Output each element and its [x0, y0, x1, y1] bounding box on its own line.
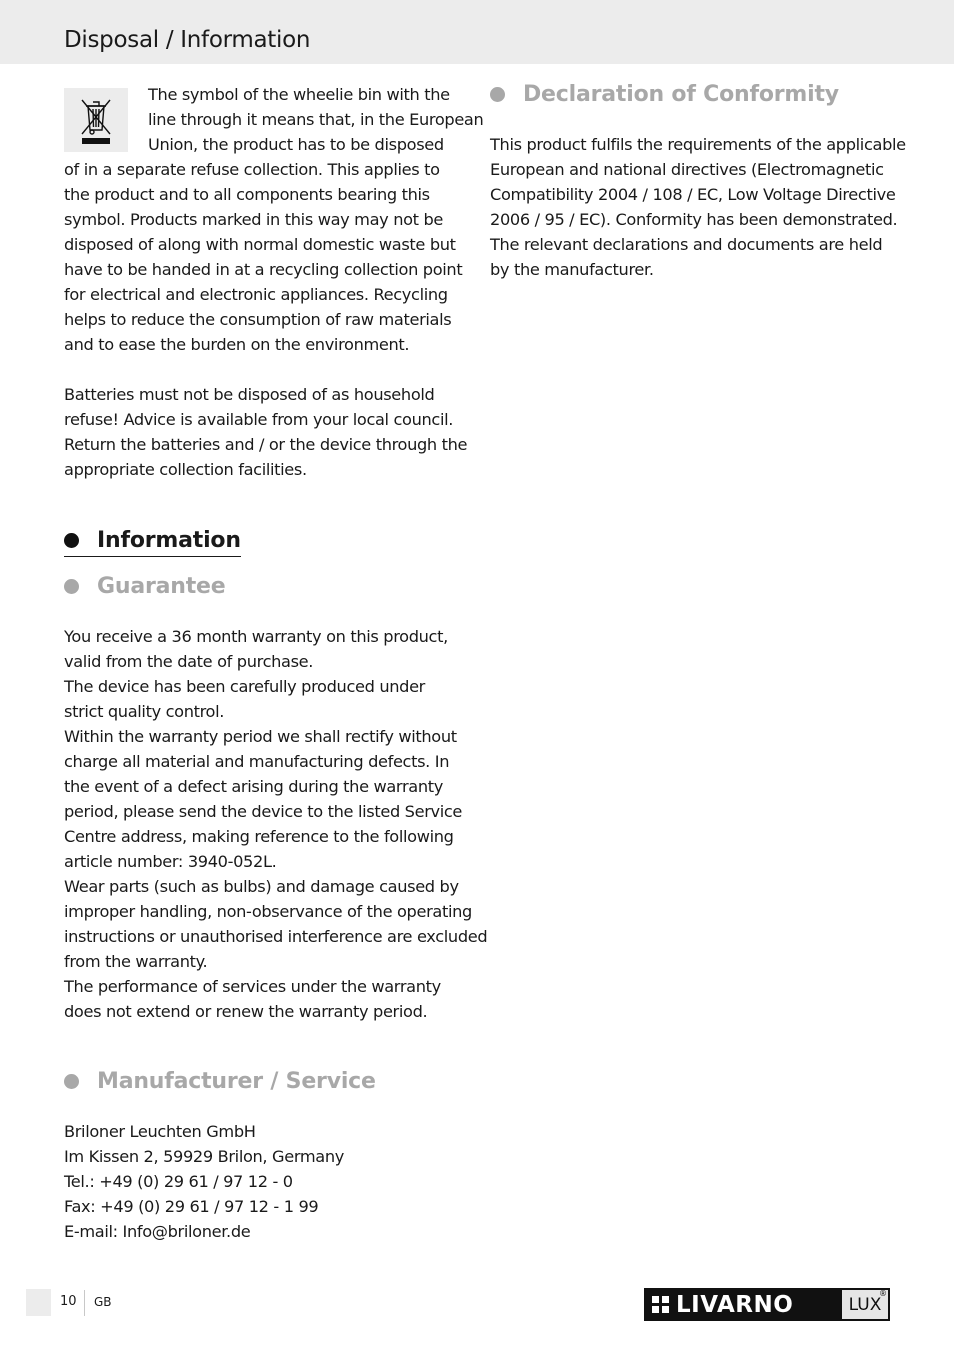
page-title: Disposal / Information	[64, 27, 311, 53]
brand-logo-main	[644, 1288, 840, 1321]
manufacturer-address	[64, 1119, 464, 1244]
fax: Fax: +49 (0) 29 61 / 97 12 - 1 99	[64, 1197, 319, 1216]
text-line: The device has been carefully produced under	[64, 677, 425, 696]
brand-mark-icon	[652, 1296, 669, 1313]
text-line: The symbol of the wheelie bin with the	[148, 85, 450, 104]
declaration-paragraph	[490, 132, 906, 282]
text-line: have to be handed in at a recycling collection point	[64, 260, 463, 279]
information-section	[64, 528, 488, 1244]
text-line: appropriate collection facilities.	[64, 460, 307, 479]
text-line: does not extend or renew the warranty period.	[64, 1002, 428, 1021]
disposal-section	[64, 82, 484, 482]
text-line: refuse! Advice is available from your local council.	[64, 410, 454, 429]
text-line: The performance of services under the warranty	[64, 977, 441, 996]
manufacturer-heading	[64, 1069, 464, 1094]
page-number: 10	[60, 1294, 77, 1309]
text-line: line through it means that, in the European	[148, 110, 484, 129]
guarantee-paragraph	[64, 624, 488, 1024]
information-heading	[64, 528, 241, 557]
telephone: Tel.: +49 (0) 29 61 / 97 12 - 0	[64, 1172, 293, 1191]
guarantee-heading	[64, 574, 464, 599]
brand-suffix: LUX	[848, 1294, 882, 1315]
right-column	[490, 82, 906, 282]
bullet-icon	[490, 87, 505, 102]
language-code: GB	[94, 1295, 112, 1309]
text-line: of in a separate refuse collection. This applies to	[64, 160, 440, 179]
text-line: strict quality control.	[64, 702, 225, 721]
text-line: 2006 / 95 / EC). Conformity has been demonstrated.	[490, 210, 898, 229]
footer-tab	[26, 1289, 51, 1316]
bullet-icon	[64, 579, 79, 594]
manufacturer-heading-text: Manufacturer / Service	[97, 1069, 376, 1094]
declaration-heading-text: Declaration of Conformity	[523, 82, 839, 107]
bullet-icon	[64, 533, 79, 548]
text-line: European and national directives (Electromagnetic	[490, 160, 884, 179]
text-line: symbol. Products marked in this way may not be	[64, 210, 443, 229]
brand-logo	[644, 1288, 890, 1321]
text-line: The relevant declarations and documents are held	[490, 235, 883, 254]
batteries-paragraph	[64, 382, 468, 482]
declaration-heading	[490, 82, 892, 107]
text-line: Compatibility 2004 / 108 / EC, Low Voltage Directive	[490, 185, 896, 204]
text-line: Return the batteries and / or the device through the	[64, 435, 468, 454]
brand-suffix-box	[840, 1288, 890, 1321]
text-line: by the manufacturer.	[490, 260, 654, 279]
text-line: the event of a defect arising during the warranty	[64, 777, 443, 796]
text-line: the product and to all components bearing this	[64, 185, 430, 204]
text-line: for electrical and electronic appliances. Recycling	[64, 285, 448, 304]
information-heading-text: Information	[97, 528, 241, 553]
crossed-out-wheelie-bin-icon	[64, 88, 128, 152]
text-line: Within the warranty period we shall rectify without	[64, 727, 457, 746]
brand-name: LIVARNO	[676, 1291, 794, 1318]
street-address: Im Kissen 2, 59929 Brilon, Germany	[64, 1147, 344, 1166]
registered-mark: ®	[879, 1289, 887, 1298]
text-line: improper handling, non-observance of the operating	[64, 902, 472, 921]
text-line: This product fulfils the requirements of the applicable	[490, 135, 906, 154]
text-line: instructions or unauthorised interference are excluded	[64, 927, 488, 946]
guarantee-heading-text: Guarantee	[97, 574, 226, 599]
text-line: valid from the date of purchase.	[64, 652, 314, 671]
text-line: disposed of along with normal domestic waste but	[64, 235, 456, 254]
text-line: and to ease the burden on the environment.	[64, 335, 410, 354]
text-line: Batteries must not be disposed of as household	[64, 385, 435, 404]
email: E-mail: Info@briloner.de	[64, 1222, 251, 1241]
text-line: You receive a 36 month warranty on this product,	[64, 627, 448, 646]
text-line: period, please send the device to the listed Service	[64, 802, 463, 821]
text-line: Union, the product has to be disposed	[148, 135, 444, 154]
text-line: Wear parts (such as bulbs) and damage caused by	[64, 877, 459, 896]
bullet-icon	[64, 1074, 79, 1089]
text-line: charge all material and manufacturing defects. In	[64, 752, 450, 771]
text-line: from the warranty.	[64, 952, 208, 971]
text-line: Centre address, making reference to the following	[64, 827, 454, 846]
footer-divider	[84, 1290, 85, 1316]
company-name: Briloner Leuchten GmbH	[64, 1122, 256, 1141]
text-line: helps to reduce the consumption of raw materials	[64, 310, 452, 329]
text-line: article number: 3940-052L.	[64, 852, 277, 871]
left-column	[64, 82, 488, 1244]
